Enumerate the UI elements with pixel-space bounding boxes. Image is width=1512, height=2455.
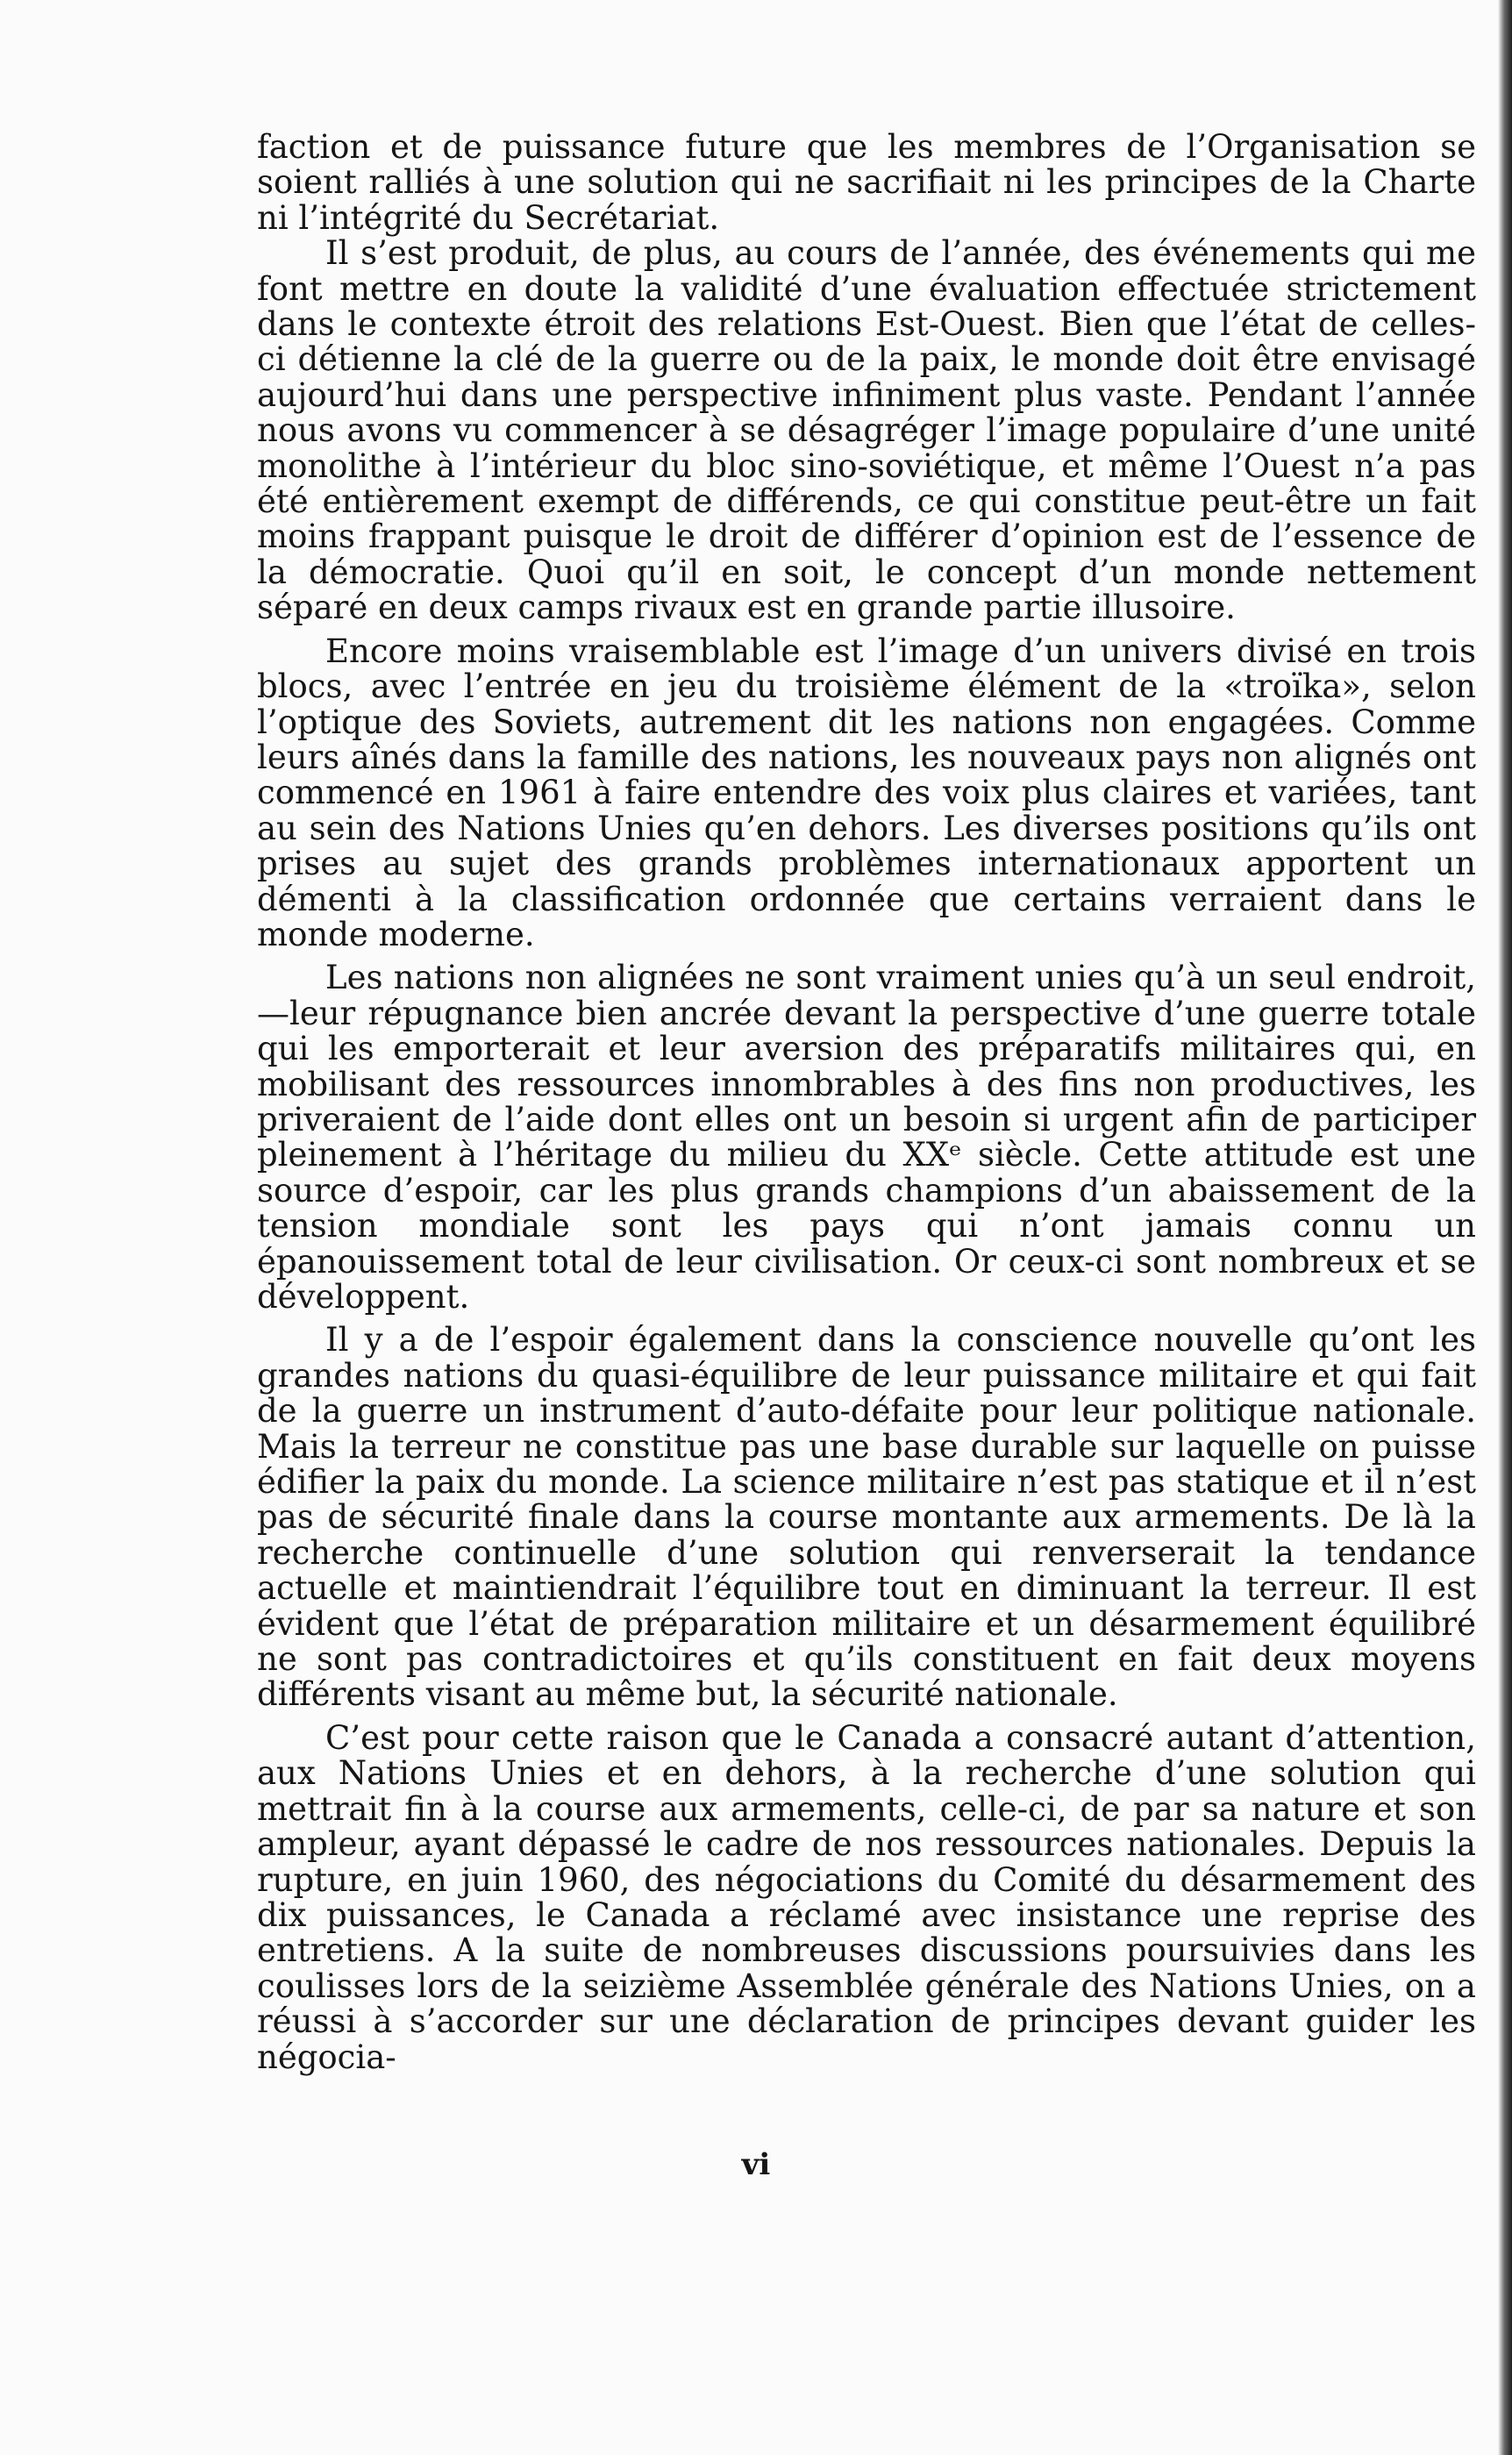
paragraph-6: C’est pour cette raison que le Canada a consacré autant d’attention, aux Nations Unies et en dehors, à la recherche d’une solution qui mettrait fin à la course aux armements, celle-ci, de par sa nature et son ampleur, ayant dépassé le cadre de nos ressources nationales. Depuis la rupture, en juin 1960, des négociations du Comité du désarmement des dix puissances, le Canada a réclamé avec insistance une reprise des entretiens. A la suite de nombreuses discussions poursuivies dans les coulisses lors de la seizième Assemblée générale des Nations Unies, on a réussi à s’accorder sur une déclaration de principes devant guider les négocia- — [257, 1718, 1476, 2076]
paragraph-2: Il s’est produit, de plus, au cours de l’année, des événements qui me font mettre en doute la validité d’une évaluation effectuée strictement dans le contexte étroit des relations Est-Ouest. Bien que l’état de celles-ci détienne la clé de la guerre ou de la paix, le monde doit être envisagé aujourd’hui dans une perspective infiniment plus vaste. Pendant l’année nous avons vu commencer à se désagréger l’image populaire d’une unité monolithe à l’intérieur du bloc sino-soviétique, et même l’Ouest n’a pas été entièrement exempt de différends, ce qui constitue peut-être un fait moins frappant puisque le droit de différer d’opinion est de l’essence de la démocratie. Quoi qu’il en soit, le concept d’un monde nettement séparé en deux camps rivaux est en grande partie illusoire. — [257, 234, 1476, 627]
paragraph-3: Encore moins vraisemblable est l’image d’un univers divisé en trois blocs, avec l’entrée en jeu du troisième élément de la «troïka», selon l’optique des Soviets, autrement dit les nations non engagées. Comme leurs aînés dans la famille des nations, les nouveaux pays non alignés ont commencé en 1961 à faire entendre des voix plus claires et variées, tant au sein des Nations Unies qu’en dehors. Les diverses positions qu’ils ont prises au sujet des grands problèmes internationaux apportent un démenti à la classification ordonnée que certains verraient dans le monde moderne. — [257, 632, 1476, 953]
page-number: vi — [741, 2147, 771, 2182]
paragraph-5: Il y a de l’espoir également dans la conscience nouvelle qu’ont les grandes nations du quasi-équilibre de leur puissance militaire et qui fait de la guerre un instrument d’auto-défaite pour leur politique nationale. Mais la terreur ne constitue pas une base durable sur laquelle on puisse édifier la paix du monde. La science militaire n’est pas statique et il n’est pas de sécurité finale dans la course montante aux armements. De là la recherche continuelle d’une solution qui renverserait la tendance actuelle et maintiendrait l’équilibre tout en diminuant la terreur. Il est évident que l’état de préparation militaire et un désarmement équilibré ne sont pas contradictoires et qu’ils constituent en fait deux moyens différents visant au même but, la sécurité nationale. — [257, 1321, 1476, 1714]
body-text — [257, 130, 1476, 2075]
paragraph-1: faction et de puissance future que les membres de l’Organisation se soient ralliés à une solution qui ne sacrifiait ni les principes de la Charte ni l’intégrité du Secrétariat. — [257, 128, 1476, 237]
page-edge-shadow — [1498, 0, 1512, 2455]
paragraph-4: Les nations non alignées ne sont vraiment unies qu’à un seul endroit,—leur répugnance bien ancrée devant la perspective d’une guerre totale qui les emporterait et leur aversion des préparatifs militaires qui, en mobilisant des ressources innombrables à des fins non productives, les priveraient de l’aide dont elles ont un besoin si urgent afin de participer pleinement à l’héritage du milieu du XXᵉ siècle. Cette attitude est une source d’espoir, car les plus grands champions d’un abaissement de la tension mondiale sont les pays qui n’ont jamais connu un épanouissement total de leur civilisation. Or ceux-ci sont nombreux et se développent. — [257, 959, 1476, 1316]
